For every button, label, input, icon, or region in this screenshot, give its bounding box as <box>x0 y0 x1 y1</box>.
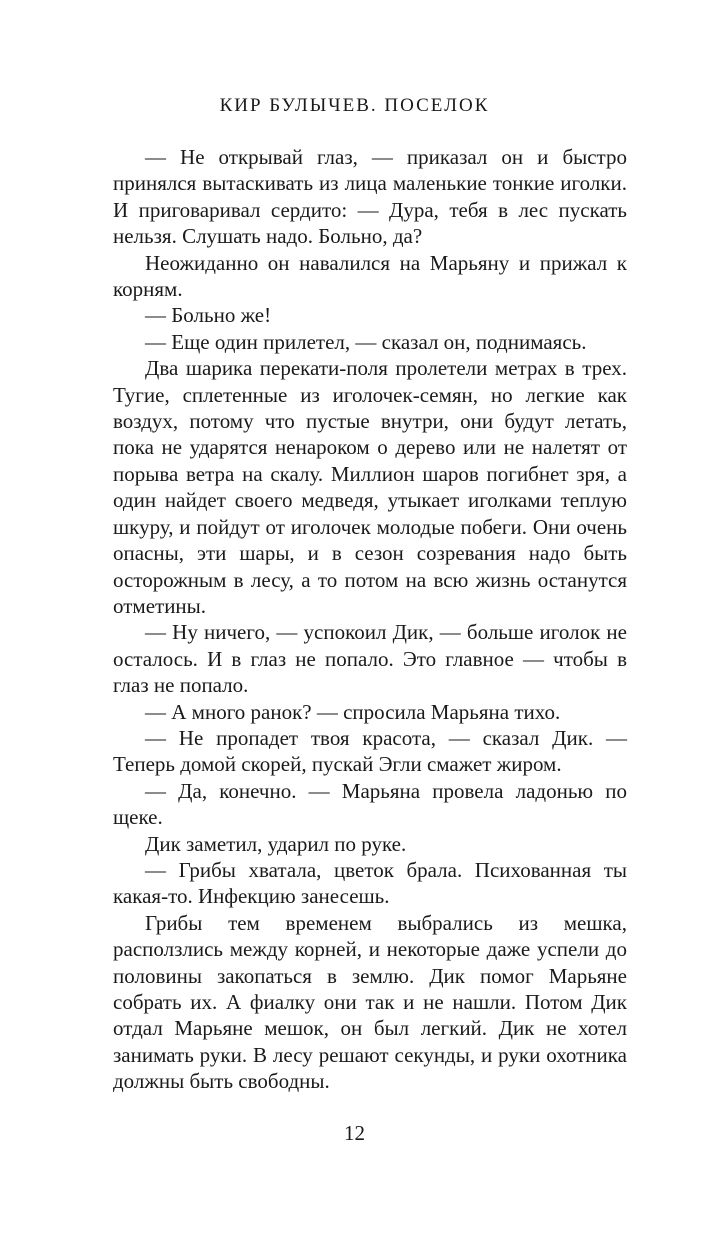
paragraph: Дик заметил, ударил по руке. <box>145 831 407 856</box>
paragraph: — А много ранок? — спросила Марьяна тихо. <box>145 699 561 724</box>
paragraph: — Ну ничего, — успокоил Дик, — больше иголок не осталось. И в глаз не попало. Это главное — чтобы в глаз не попало. <box>113 620 627 698</box>
paragraph: — Больно же! <box>145 303 272 328</box>
paragraph: Грибы тем временем выбрались из мешка, расползлись между корней, и некоторые даже успели до половины закопаться в землю. Дик помог Марьяне собрать их. А фиалку они так и не нашли. Потом Дик отдал Марьяне мешок, он был легкий. Дик не хотел занимать руки. В лесу решают секунды, и руки охотника должны быть свободны. <box>113 910 627 1094</box>
paragraph: — Не пропадет твоя красота, — сказал Дик. — Теперь домой скорей, пускай Эгли смажет жиром. <box>113 725 627 777</box>
paragraph: Два шарика перекати-поля пролетели метрах в трех. Тугие, сплетенные из иголочек-семян, но легкие как воздух, потому что пустые внутри, они будут летать, пока не ударятся ненароком о дерево или не налетят от порыва ветра на скалу. Миллион шаров погибнет зря, а один найдет своего медведя, утыкает иголками теплую шкуру, и пойдут от иголочек молодые побеги. Они очень опасны, эти шары, и в сезон созревания надо быть осторожным в лесу, а то потом на всю жизнь останутся отметины. <box>113 356 627 618</box>
paragraph: — Грибы хватала, цветок брала. Психованная ты какая-то. Инфекцию занесешь. <box>113 857 627 909</box>
paragraph: — Да, конечно. — Марьяна провела ладонью по щеке. <box>113 778 627 830</box>
paragraph: Неожиданно он навалился на Марьяну и прижал к корням. <box>113 250 627 302</box>
paragraph: — Не открывай глаз, — приказал он и быстро принялся вытаскивать из лица маленькие тонкие иголки. И приговаривал сердито: — Дура, тебя в лес пускать нельзя. Слушать надо. Больно, да? <box>113 145 627 249</box>
page-number: 12 <box>344 1121 365 1145</box>
paragraph: — Еще один прилетел, — сказал он, поднимаясь. <box>145 329 587 354</box>
running-head: КИР БУЛЫЧЕВ. ПОСЕЛОК <box>219 95 490 116</box>
body-text <box>113 144 627 1095</box>
